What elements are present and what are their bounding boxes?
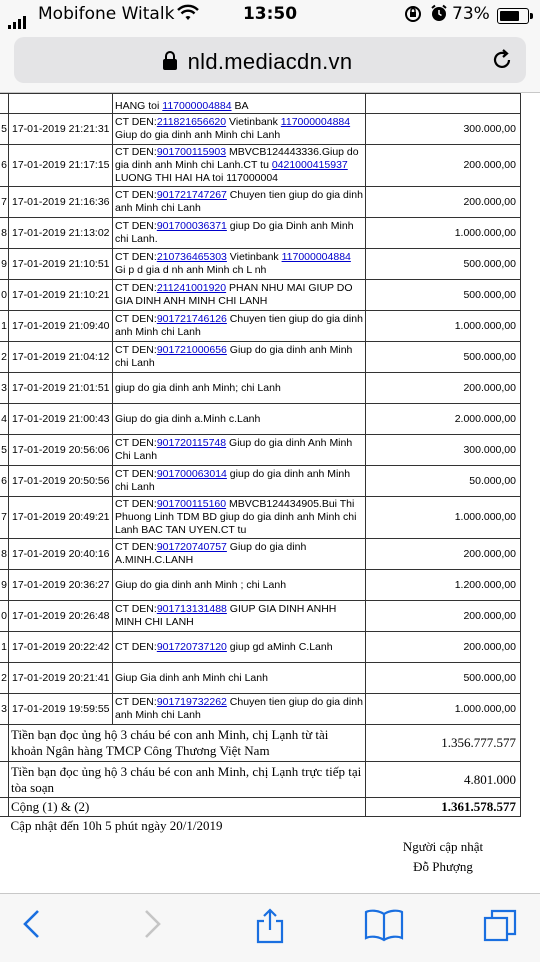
table-row [0, 663, 521, 694]
row-index: 7 [0, 497, 9, 539]
row-amount: 500.000,00 [366, 663, 521, 694]
row-date: 17-01-2019 21:00:43 [9, 404, 113, 435]
row-description: Giup do gia dinh a.Minh c.Lanh [113, 404, 366, 435]
back-icon[interactable] [20, 908, 44, 945]
table-row [0, 435, 521, 466]
summary-index [0, 798, 9, 817]
row-index: 9 [0, 249, 9, 280]
row-date: 17-01-2019 21:10:51 [9, 249, 113, 280]
table-row [0, 249, 521, 280]
row-index: 1 [0, 632, 9, 663]
account-link[interactable]: 211241001920 [156, 282, 227, 294]
row-amount [366, 94, 521, 114]
row-description: giup do gia dinh anh Minh; chi Lanh [113, 373, 366, 404]
row-date [9, 94, 113, 114]
summary-amount: 4.801.000 [366, 762, 521, 798]
account-link[interactable]: 117000004884 [162, 100, 232, 112]
total-row [0, 798, 521, 817]
row-description: CT DEN:901721747267 Chuyen tien giup do gia dinh anh Minh chi Lanh [113, 187, 366, 218]
row-index: 9 [0, 570, 9, 601]
row-description: HANG toi 117000004884 BA [113, 94, 366, 114]
account-link[interactable]: 117000004884 [280, 116, 351, 128]
signer-name: Đỗ Phượng [413, 858, 473, 874]
table-row [0, 632, 521, 663]
account-link[interactable]: 901721000656 [156, 344, 227, 356]
status-bar [0, 0, 540, 30]
row-description: CT DEN:901713131488 GIUP GIA DINH ANHH MINH CHI LANH [113, 601, 366, 632]
row-description: CT DEN:901721000656 Giup do gia dinh anh Minh chi Lanh [113, 342, 366, 373]
row-date: 17-01-2019 20:40:16 [9, 539, 113, 570]
table-row [0, 497, 521, 539]
account-link[interactable]: 901719732262 [156, 696, 227, 708]
row-date: 17-01-2019 20:26:48 [9, 601, 113, 632]
alarm-icon [429, 3, 449, 28]
row-description: CT DEN:211241001920 PHAN NHU MAI GIUP DO GIA DINH ANH MINH CHI LANH [113, 280, 366, 311]
row-index: 8 [0, 539, 9, 570]
url-host: nld.mediacdn.vn [187, 49, 353, 74]
spacer [366, 817, 521, 835]
signer-block [366, 835, 521, 879]
table-row [0, 280, 521, 311]
account-link[interactable]: 901720115748 [156, 437, 227, 449]
account-link[interactable]: 0421000415937 [271, 159, 348, 171]
summary-row [0, 762, 521, 798]
summary-label: Cộng (1) & (2) [9, 798, 366, 817]
table-row [0, 373, 521, 404]
row-date: 17-01-2019 21:10:21 [9, 280, 113, 311]
row-index: 2 [0, 342, 9, 373]
table-row [0, 601, 521, 632]
row-date: 17-01-2019 21:01:51 [9, 373, 113, 404]
table-row [0, 187, 521, 218]
summary-label: Tiền bạn đọc ủng hộ 3 cháu bé con anh Minh, chị Lạnh trực tiếp tại tòa soạn [9, 762, 366, 798]
table-row [0, 404, 521, 435]
row-amount: 1.200.000,00 [366, 570, 521, 601]
row-date: 17-01-2019 20:49:21 [9, 497, 113, 539]
spacer [9, 835, 366, 879]
row-amount: 500.000,00 [366, 342, 521, 373]
signer-row [0, 835, 521, 879]
forward-icon[interactable] [140, 908, 164, 945]
table-row [0, 466, 521, 497]
account-link[interactable]: 901720740757 [156, 541, 227, 553]
address-bar[interactable] [14, 37, 526, 83]
bookmarks-icon[interactable] [364, 908, 404, 947]
row-index: 1 [0, 311, 9, 342]
row-index: 2 [0, 663, 9, 694]
share-icon[interactable] [254, 908, 286, 949]
account-link[interactable]: 901700115903 [156, 146, 227, 158]
row-description: CT DEN:901700115903 MBVCB124443336.Giup do gia dinh anh Minh chi Lanh.CT tu 0421000415937 LUONG THI HAI HA toi 117000004 [113, 145, 366, 187]
table-row [0, 94, 521, 114]
row-index: 6 [0, 145, 9, 187]
row-date: 17-01-2019 20:22:42 [9, 632, 113, 663]
spacer [0, 835, 9, 879]
table-row [0, 311, 521, 342]
account-link[interactable]: 901700115160 [156, 498, 227, 510]
tabs-icon[interactable] [482, 908, 518, 949]
summary-amount: 1.356.777.577 [366, 725, 521, 762]
row-index: 8 [0, 218, 9, 249]
row-index: 6 [0, 466, 9, 497]
table-row [0, 114, 521, 145]
row-amount: 200.000,00 [366, 539, 521, 570]
account-link[interactable]: 210736465303 [156, 251, 227, 263]
row-index: 5 [0, 114, 9, 145]
row-description: CT DEN:901720740757 Giup do gia dinh A.MINH.C.LANH [113, 539, 366, 570]
row-amount: 2.000.000,00 [366, 404, 521, 435]
table-row [0, 145, 521, 187]
row-amount: 50.000,00 [366, 466, 521, 497]
row-description: CT DEN:210736465303 Vietinbank 117000004884 Gi p d gia d nh anh Minh ch L nh [113, 249, 366, 280]
spacer [0, 817, 9, 835]
row-date: 17-01-2019 21:21:31 [9, 114, 113, 145]
row-index: 3 [0, 373, 9, 404]
row-amount: 200.000,00 [366, 601, 521, 632]
update-row [0, 817, 521, 835]
table-row [0, 539, 521, 570]
account-link[interactable]: 901721747267 [156, 189, 227, 201]
account-link[interactable]: 211821656620 [156, 116, 227, 128]
row-date: 17-01-2019 21:04:12 [9, 342, 113, 373]
row-date: 17-01-2019 21:13:02 [9, 218, 113, 249]
row-amount: 200.000,00 [366, 145, 521, 187]
account-link[interactable]: 901720737120 [156, 640, 227, 653]
row-amount: 300.000,00 [366, 114, 521, 145]
row-description: CT DEN:901700115160 MBVCB124434905.Bui Thi Phuong Linh TDM BD giup do gia dinh anh Minh chi Lanh BAC TAN UYEN.CT tu [113, 497, 366, 539]
row-description: CT DEN:901721746126 Chuyen tien giup do gia dinh anh Minh chi Lanh [113, 311, 366, 342]
row-index: 3 [0, 694, 9, 725]
reload-icon[interactable] [490, 48, 514, 77]
browser-toolbar [0, 893, 540, 962]
row-date: 17-01-2019 21:17:15 [9, 145, 113, 187]
summary-index [0, 725, 9, 762]
row-description: CT DEN:211821656620 Vietinbank 117000004884 Giup do gia dinh anh Minh chi Lanh [113, 114, 366, 145]
summary-label: Tiền bạn đọc ủng hộ 3 cháu bé con anh Minh, chị Lạnh từ tài khoản Ngân hàng TMCP Công Thương Việt Nam [9, 725, 366, 762]
row-amount: 200.000,00 [366, 632, 521, 663]
row-index: 7 [0, 187, 9, 218]
browser-address-area [0, 30, 540, 93]
summary-amount: 1.361.578.577 [366, 798, 521, 817]
account-link[interactable]: 901700063014 [156, 468, 227, 480]
row-index: 4 [0, 404, 9, 435]
summary-index [0, 762, 9, 798]
row-index: 0 [0, 280, 9, 311]
row-amount: 1.000.000,00 [366, 694, 521, 725]
table-row [0, 342, 521, 373]
row-description: CT DEN:901720115748 Giup do gia dinh Anh Minh Chi Lanh [113, 435, 366, 466]
row-date: 17-01-2019 20:56:06 [9, 435, 113, 466]
row-index [0, 94, 9, 114]
transactions-table [0, 93, 521, 879]
row-description: CT DEN:901719732262 Chuyen tien giup do gia dinh anh Minh chi Lanh [113, 694, 366, 725]
row-date: 17-01-2019 20:21:41 [9, 663, 113, 694]
summary-row [0, 725, 521, 762]
row-amount: 200.000,00 [366, 373, 521, 404]
row-description: CT DEN:901700063014 giup do gia dinh anh Minh chi Lanh [113, 466, 366, 497]
row-amount: 500.000,00 [366, 280, 521, 311]
battery-icon [497, 8, 529, 24]
row-description: CT DEN:901720737120 giup gd aMinh C.Lanh [113, 632, 366, 663]
row-amount: 200.000,00 [366, 187, 521, 218]
page-content [0, 93, 540, 893]
clock-time: 13:50 [242, 4, 298, 24]
account-link[interactable]: 901700036371 [156, 220, 227, 232]
row-index: 0 [0, 601, 9, 632]
signer-title: Người cập nhật [402, 838, 484, 854]
carrier-name: Mobifone Witalk [38, 4, 175, 24]
table-row [0, 218, 521, 249]
account-link[interactable]: 901713131488 [156, 603, 227, 615]
row-description: CT DEN:901700036371 giup Do gia Dinh anh Minh chi Lanh. [113, 218, 366, 249]
table-row [0, 694, 521, 725]
row-description: Giup Gia dinh anh Minh chi Lanh [113, 663, 366, 694]
row-description: Giup do gia dinh anh Minh ; chi Lanh [113, 570, 366, 601]
account-link[interactable]: 901721746126 [156, 313, 227, 325]
orientation-lock-icon [403, 3, 423, 28]
row-date: 17-01-2019 21:16:36 [9, 187, 113, 218]
row-amount: 500.000,00 [366, 249, 521, 280]
battery-percent: 73% [452, 4, 490, 24]
table-row [0, 570, 521, 601]
row-date: 17-01-2019 20:50:56 [9, 466, 113, 497]
row-date: 17-01-2019 19:59:55 [9, 694, 113, 725]
account-link[interactable]: 117000004884 [281, 251, 351, 263]
row-date: 17-01-2019 21:09:40 [9, 311, 113, 342]
row-date: 17-01-2019 20:36:27 [9, 570, 113, 601]
update-note: Cập nhật đến 10h 5 phút ngày 20/1/2019 [10, 818, 223, 834]
row-amount: 1.000.000,00 [366, 497, 521, 539]
row-amount: 300.000,00 [366, 435, 521, 466]
row-amount: 1.000.000,00 [366, 218, 521, 249]
row-index: 5 [0, 435, 9, 466]
row-amount: 1.000.000,00 [366, 311, 521, 342]
